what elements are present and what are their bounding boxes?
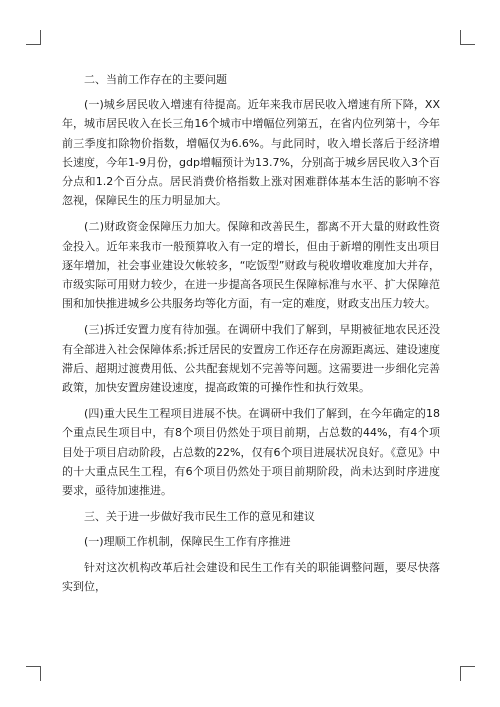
crop-mark-bottom-right bbox=[460, 666, 475, 681]
paragraph-relocation: (三)拆迁安置力度有待加强。在调研中我们了解到，早期被征地农民还没有全部进入社会保障体系;拆迁居民的安置房工作还存在房源距离远、建设速度滞后、超期过渡费用低、公共配套规划不完善等问题。这需要进一步细化完善政策，加快安置房建设速度，提高政策的可操作性和执行效果。 bbox=[62, 323, 440, 395]
section-heading-problems: 二、当前工作存在的主要问题 bbox=[84, 73, 227, 86]
crop-mark-top-right bbox=[460, 30, 475, 45]
paragraph-restructuring: 针对这次机构改革后社会建设和民生工作有关的职能调整问题，要尽快落实到位， bbox=[62, 560, 440, 593]
crop-mark-bottom-left bbox=[26, 666, 41, 681]
subheading-mechanism: (一)理顺工作机制，保障民生工作有序推进 bbox=[84, 535, 291, 549]
paragraph-income-growth: (一)城乡居民收入增速有待提高。近年来我市居民收入增速有所下降，XX年，城市居民收入在长三角16个城市中增幅位列第五，在省内位列第十，今年前三季度扣除物价指数，增幅仅为6.6%。与此同时，收入增长落后于经济增长速度，今年1-9月份，gdp增幅预计为13.7%，分别高于城乡居民收入3个百分点和1.2个百分点。居民消费价格指数上涨对困难群体基本生活的影响不容忽视，保障民生的压力明显加大。 bbox=[62, 98, 440, 208]
paragraph-major-projects: (四)重大民生工程项目进展不快。在调研中我们了解到，在今年确定的18个重点民生项目中，有8个项目仍然处于项目前期，占总数的44%，有4个项目处于项目启动阶段，占总数的22%，仅有6个项目进展状况良好。《意见》中的十大重点民生工程，有6个项目仍然处于项目前期阶段，尚未达到时序进度要求，亟待加速推进。 bbox=[62, 407, 440, 498]
crop-mark-top-left bbox=[26, 30, 41, 45]
document-body bbox=[62, 70, 440, 603]
paragraph-fiscal-pressure: (二)财政资金保障压力加大。保障和改善民生，都离不开大量的财政性资金投入。近年来我市一般预算收入有一定的增长，但由于新增的刚性支出项目逐年增加，社会事业建设欠帐较多，“吃饭型”财政与税收增收难度加大并存，市级实际可用财力较少，在进一步提高各项民生保障标准与水平、扩大保障范围和加快推进城乡公共服务均等化方面，有一定的难度，财政支出压力较大。 bbox=[62, 220, 440, 311]
section-heading-suggestions: 三、关于进一步做好我市民生工作的意见和建议 bbox=[84, 510, 315, 524]
